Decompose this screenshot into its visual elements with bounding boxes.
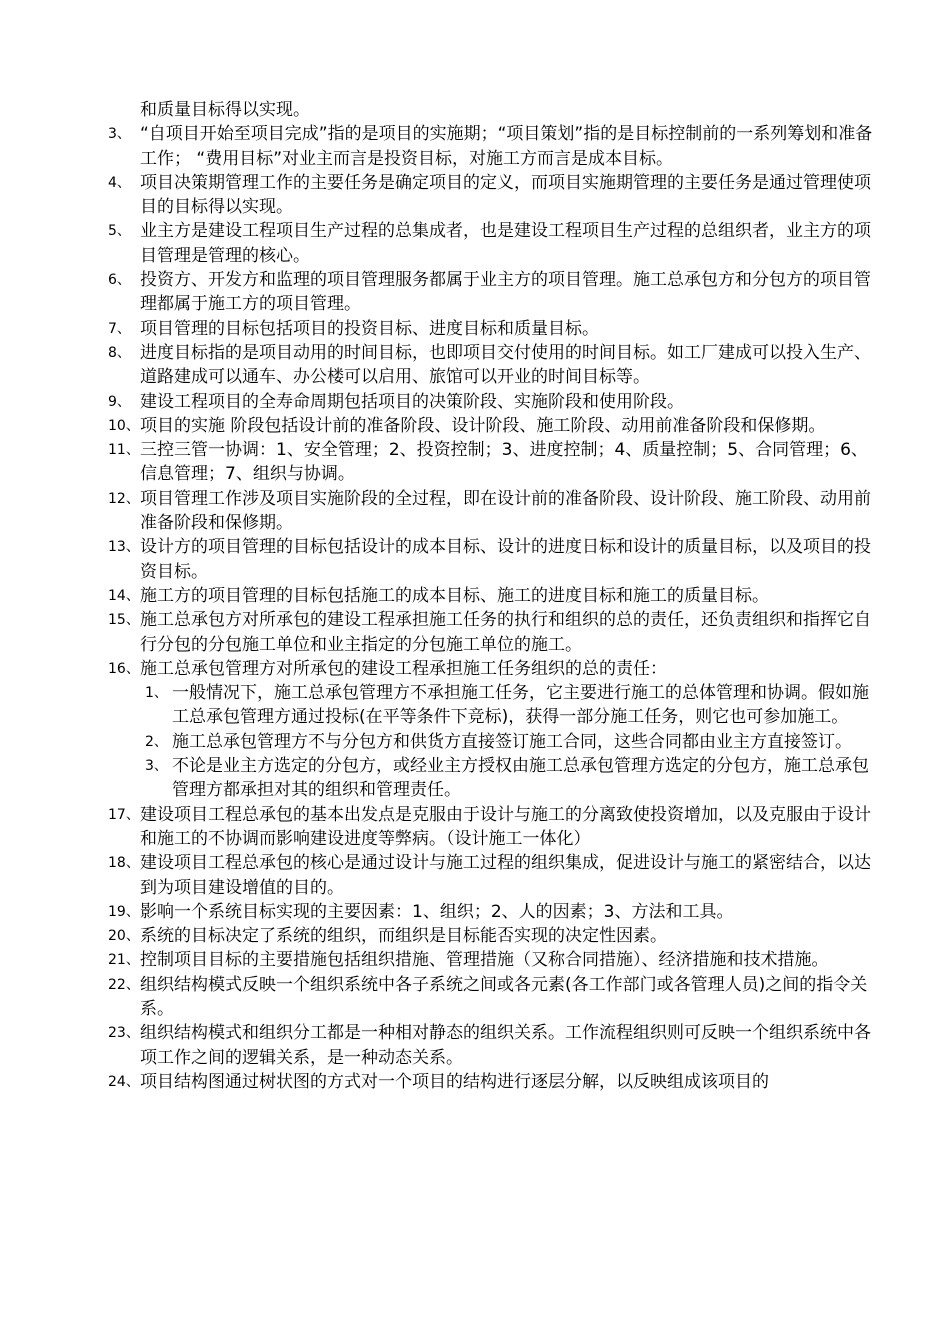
- list-item: [0, 535, 950, 584]
- item-number: 7、: [108, 320, 131, 337]
- sub-item-text: 一般情况下，施工总承包管理方不承担施工任务，它主要进行施工的总体管理和协调。假如施工总承包管理方通过投标(在平等条件下竞标)，获得一部分施工任务，则它也可参加施工。: [172, 683, 869, 728]
- list-item: [0, 803, 950, 852]
- item-text: 建设工程项目的全寿命周期包括项目的决策阶段、实施阶段和使用阶段。: [140, 391, 684, 412]
- item-text: 组织结构模式和组织分工都是一种相对静态的组织关系。工作流程组织则可反映一个组织系统中各项工作之间的逻辑关系，是一种动态关系。: [140, 1023, 871, 1068]
- item-text: 项目决策期管理工作的主要任务是确定项目的定义，而项目实施期管理的主要任务是通过管理使项目的目标得以实现。: [140, 172, 871, 218]
- item-number: 17、: [108, 806, 140, 823]
- item-text: “自项目开始至项目完成”指的是项目的实施期；“项目策划”指的是目标控制前的一系列筹划和准备工作； “费用目标”对业主而言是投资目标，对施工方而言是成本目标。: [140, 124, 873, 169]
- sub-item-number: 2、: [145, 733, 168, 750]
- item-text: 项目管理的目标包括项目的投资目标、进度目标和质量目标。: [140, 318, 599, 339]
- item-number: 6、: [108, 272, 131, 289]
- item-number: 9、: [108, 393, 131, 410]
- sub-item-number: 1、: [145, 685, 168, 702]
- list-item: [0, 973, 950, 1022]
- list-item: [0, 390, 950, 414]
- item-number: 14、: [108, 587, 140, 604]
- item-text: 设计方的项目管理的目标包括设计的成本目标、设计的进度日标和设计的质量目标，以及项目的投资目标。: [140, 537, 871, 582]
- item-text: 施工方的项目管理的目标包括施工的成本目标、施工的进度目标和施工的质量目标。: [140, 585, 769, 606]
- item-text: 投资方、开发方和监理的项目管理服务都属于业主方的项目管理。施工总承包方和分包方的项目管理都属于施工方的项目管理。: [140, 270, 871, 315]
- list-item: [0, 1021, 950, 1070]
- list-item: [0, 341, 950, 390]
- item-text: 进度目标指的是项目动用的时间目标，也即项目交付使用的时间目标。如工厂建成可以投入生产、道路建成可以通车、办公楼可以启用、旅馆可以开业的时间目标等。: [140, 342, 871, 388]
- item-text: 项目的实施 阶段包括设计前的准备阶段、设计阶段、施工阶段、动用前准备阶段和保修期。: [140, 415, 826, 436]
- item-number: 10、: [108, 417, 140, 434]
- list-item: [0, 851, 950, 900]
- item-number: 18、: [108, 855, 140, 872]
- item-text: 组织结构模式反映一个组织系统中各子系统之间或各元素(各工作部门或各管理人员)之间的指令关系。: [140, 974, 868, 1019]
- list-item: [0, 948, 950, 972]
- item-number: 21、: [108, 952, 140, 969]
- sub-list-item: [0, 681, 950, 730]
- item-text: 施工总承包管理方对所承包的建设工程承担施工任务组织的总的责任：: [140, 658, 667, 679]
- item-number: 8、: [108, 344, 131, 361]
- list-item: [0, 900, 950, 924]
- list-item: [0, 171, 950, 220]
- list-item: [0, 98, 950, 122]
- item-number: 11、: [108, 442, 140, 459]
- item-number: 16、: [108, 660, 140, 677]
- item-list: [0, 98, 950, 1094]
- list-item: [0, 219, 950, 268]
- item-number: 20、: [108, 928, 140, 945]
- item-number: 19、: [108, 903, 140, 920]
- sub-item-text: 施工总承包管理方不与分包方和供货方直接签订施工合同，这些合同都由业主方直接签订。: [172, 731, 852, 752]
- item-number: 12、: [108, 490, 140, 507]
- item-text: 项目管理工作涉及项目实施阶段的全过程，即在设计前的准备阶段、设计阶段、施工阶段、动用前准备阶段和保修期。: [140, 488, 871, 534]
- list-item: [0, 608, 950, 657]
- item-text: 控制项目目标的主要措施包括组织措施、管理措施（又称合同措施）、经济措施和技术措施。: [140, 950, 829, 971]
- item-number: 5、: [108, 223, 131, 240]
- list-item: [0, 924, 950, 948]
- item-text: 建设项目工程总承包的核心是通过设计与施工过程的组织集成，促进设计与施工的紧密结合，以达到为项目建设增值的目的。: [140, 853, 871, 898]
- item-text: 施工总承包方对所承包的建设工程承担施工任务的执行和组织的总的责任，还负责组织和指挥它自行分包的分包施工单位和业主指定的分包施工单位的施工。: [140, 610, 871, 655]
- list-item: [0, 657, 950, 681]
- list-item: [0, 414, 950, 438]
- item-number: 24、: [108, 1073, 140, 1090]
- list-item: [0, 268, 950, 317]
- item-text: 项目结构图通过树状图的方式对一个项目的结构进行逐层分解，以反映组成该项目的: [140, 1071, 769, 1092]
- item-text: 和质量目标得以实现。: [140, 100, 310, 120]
- sub-item-number: 3、: [145, 758, 168, 775]
- item-number: 15、: [108, 612, 140, 629]
- item-number: 13、: [108, 539, 140, 556]
- item-text: 业主方是建设工程项目生产过程的总集成者，也是建设工程项目生产过程的总组织者，业主方的项目管理是管理的核心。: [140, 221, 871, 266]
- list-item: [0, 1070, 950, 1094]
- list-item: [0, 584, 950, 608]
- item-number: 4、: [108, 174, 131, 191]
- item-number: 3、: [108, 126, 131, 143]
- list-item: [0, 122, 950, 171]
- item-number: 22、: [108, 976, 140, 993]
- list-item: [0, 438, 950, 487]
- item-text: 建设项目工程总承包的基本出发点是克服由于设计与施工的分离致使投资增加，以及克服由于设计和施工的不协调而影响建设进度等弊病。（设计施工一体化）: [140, 804, 871, 849]
- sub-item-text: 不论是业主方选定的分包方，或经业主方授权由施工总承包管理方选定的分包方，施工总承包管理方都承担对其的组织和管理责任。: [172, 756, 869, 801]
- list-item: [0, 487, 950, 536]
- item-text: 三控三管一协调：1、安全管理；2、投资控制；3、进度控制；4、质量控制；5、合同管理；6、信息管理；7、组织与协调。: [140, 440, 868, 485]
- item-text: 系统的目标决定了系统的组织，而组织是目标能否实现的决定性因素。: [140, 926, 667, 947]
- list-item: [0, 317, 950, 341]
- item-text: 影响一个系统目标实现的主要因素：1、组织；2、人的因素；3、方法和工具。: [140, 901, 734, 922]
- sub-list-item: [0, 730, 950, 754]
- sub-list-item: [0, 754, 950, 803]
- item-number: 23、: [108, 1025, 140, 1042]
